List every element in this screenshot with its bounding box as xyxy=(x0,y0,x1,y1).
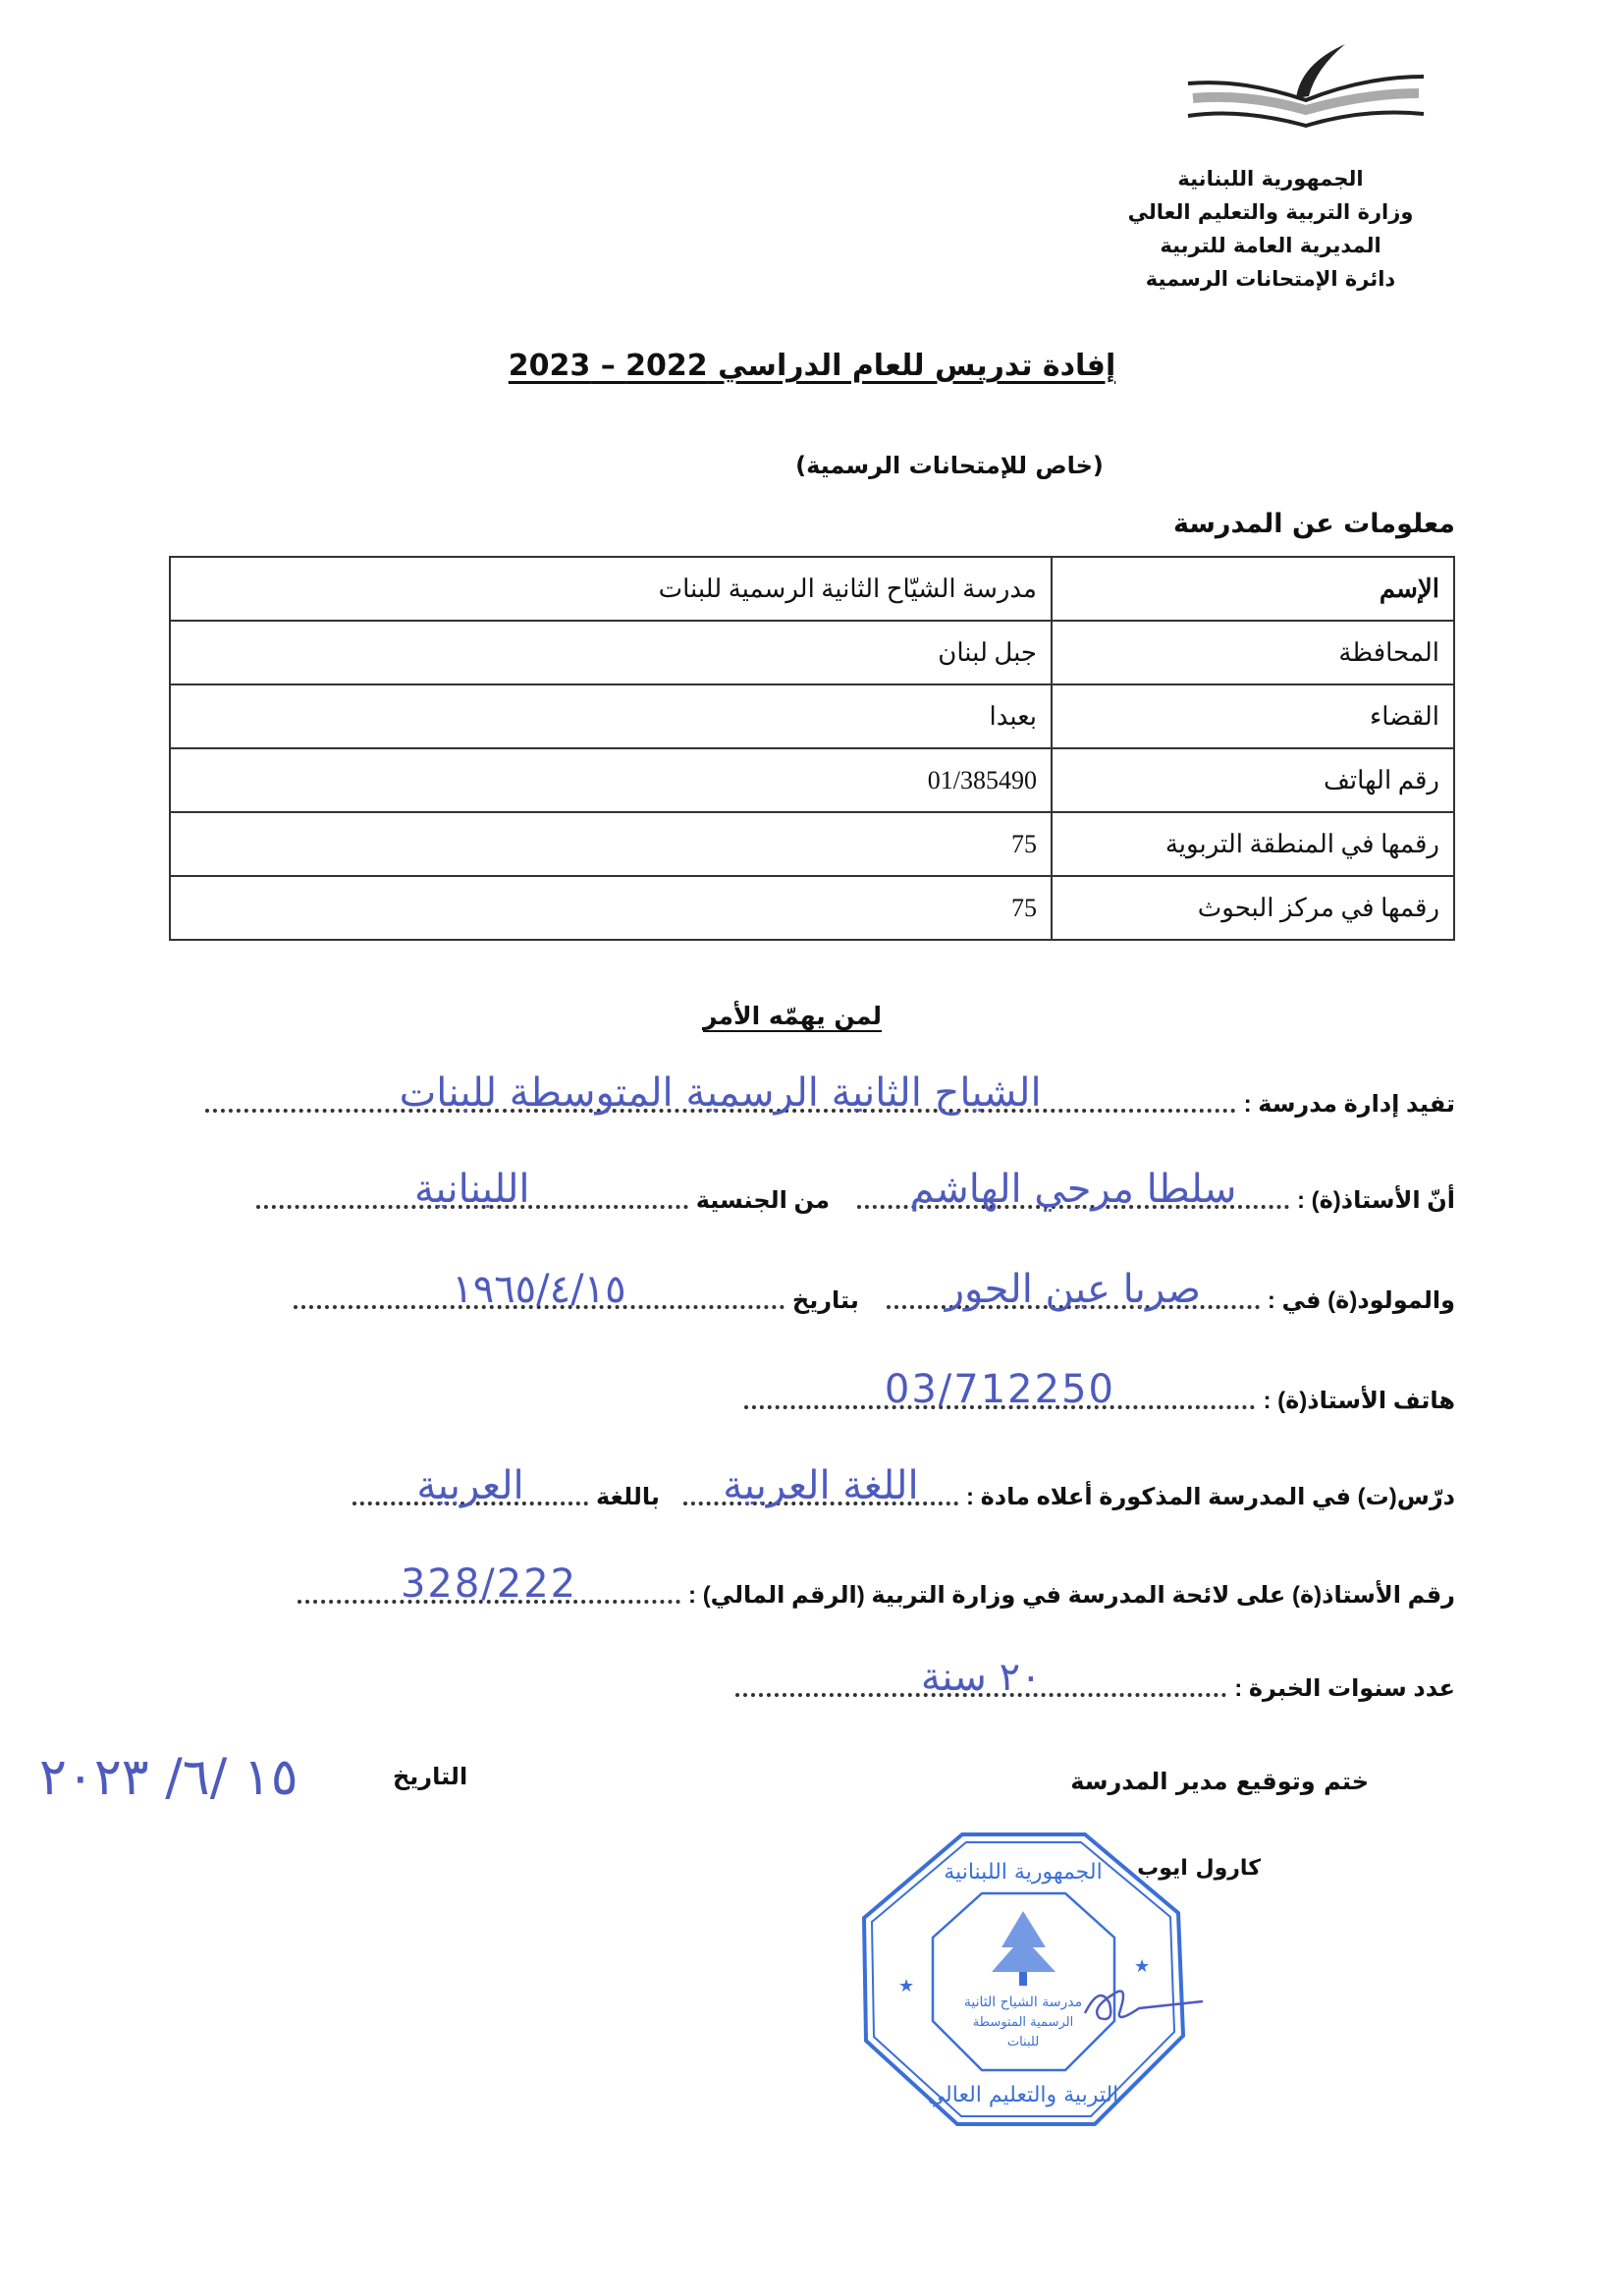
subject-line xyxy=(352,1463,1455,1511)
birthplace-label: والمولود(ة) في : xyxy=(1267,1287,1455,1314)
header-line: الجمهورية اللبنانية xyxy=(1177,167,1364,191)
financial-number-field[interactable] xyxy=(298,1561,680,1607)
principal-name: كارول ايوب xyxy=(1137,1856,1261,1881)
school-field[interactable] xyxy=(205,1070,1236,1116)
birth-line xyxy=(294,1267,1455,1315)
school-handwritten: الشياح الثانية الرسمية المتوسطة للبنات xyxy=(399,1070,1042,1116)
row-label: المحافظة xyxy=(1052,621,1454,684)
language-handwritten: العربية xyxy=(416,1463,524,1508)
header-line: المديرية العامة للتربية xyxy=(1160,234,1381,257)
row-value: بعبدا xyxy=(170,684,1052,748)
birthplace-field[interactable] xyxy=(887,1267,1260,1312)
financial-number-handwritten: 328/222 xyxy=(400,1561,578,1607)
school-line xyxy=(205,1070,1455,1119)
svg-text:★: ★ xyxy=(1134,1956,1151,1977)
phone-field[interactable] xyxy=(744,1367,1255,1412)
teacher-label: أنّ الأستاذ(ة) : xyxy=(1296,1187,1455,1214)
svg-text:★: ★ xyxy=(898,1976,915,1996)
row-label: رقمها في مركز البحوث xyxy=(1052,876,1454,940)
phone-handwritten: 03/712250 xyxy=(884,1367,1115,1412)
table-row xyxy=(170,748,1454,812)
subject-label: درّس(ت) في المدرسة المذكورة أعلاه مادة : xyxy=(965,1484,1455,1510)
date-label: التاريخ xyxy=(393,1763,468,1790)
principal-signature-icon xyxy=(1080,1964,1208,2043)
row-value: 01/385490 xyxy=(170,748,1052,812)
nationality-label: من الجنسية xyxy=(695,1187,830,1214)
row-value: 75 xyxy=(170,876,1052,940)
document-subtitle: (خاص للإمتحانات الرسمية) xyxy=(795,452,1104,479)
stamp-signature-label: ختم وتوقيع مدير المدرسة xyxy=(1070,1768,1369,1795)
row-label: الإسم xyxy=(1052,557,1454,621)
svg-text:مدرسة الشياح الثانية: مدرسة الشياح الثانية xyxy=(963,1995,1083,2010)
header-line: وزارة التربية والتعليم العالي xyxy=(1127,200,1414,224)
svg-text:التربية والتعليم العالي: التربية والتعليم العالي xyxy=(927,2083,1119,2107)
experience-line xyxy=(735,1655,1455,1703)
birthdate-handwritten: ١٩٦٥/٤/١٥ xyxy=(452,1267,626,1312)
row-label: رقم الهاتف xyxy=(1052,748,1454,812)
experience-label: عدد سنوات الخبرة : xyxy=(1234,1675,1455,1702)
row-label: رقمها في المنطقة التربوية xyxy=(1052,812,1454,876)
language-field[interactable] xyxy=(352,1463,588,1508)
row-value: مدرسة الشيّاح الثانية الرسمية للبنات xyxy=(170,557,1052,621)
subject-handwritten: اللغة العربية xyxy=(723,1463,919,1508)
table-row xyxy=(170,684,1454,748)
row-value: 75 xyxy=(170,812,1052,876)
table-row xyxy=(170,812,1454,876)
nationality-field[interactable] xyxy=(256,1167,688,1212)
table-row xyxy=(170,621,1454,684)
date-handwritten: ١٥ /٦/ ٢٠٢٣ xyxy=(39,1748,298,1807)
svg-text:الرسمية المتوسطة: الرسمية المتوسطة xyxy=(972,2015,1074,2030)
teacher-line xyxy=(256,1167,1455,1215)
school-info-table xyxy=(169,556,1455,941)
svg-text:للبنات: للبنات xyxy=(1006,2035,1040,2050)
to-whom-heading: لمن يهمّه الأمر xyxy=(702,1002,883,1030)
teacher-handwritten: سلطا مرجي الهاشم xyxy=(909,1167,1237,1212)
row-label: القضاء xyxy=(1052,684,1454,748)
header-line: دائرة الإمتحانات الرسمية xyxy=(1145,267,1396,291)
row-value: جبل لبنان xyxy=(170,621,1052,684)
section-heading: معلومات عن المدرسة xyxy=(1173,509,1455,539)
svg-text:الجمهورية اللبنانية: الجمهورية اللبنانية xyxy=(944,1860,1103,1885)
teacher-field[interactable] xyxy=(857,1167,1289,1212)
phone-line xyxy=(744,1367,1455,1415)
experience-handwritten: ٢٠ سنة xyxy=(920,1655,1042,1700)
birthdate-label: بتاريخ xyxy=(791,1287,859,1314)
birthdate-field[interactable] xyxy=(294,1267,785,1312)
nationality-handwritten: اللبنانية xyxy=(413,1167,530,1212)
document-title: إفادة تدريس للعام الدراسي 2022 – 2023 xyxy=(508,349,1116,383)
birthplace-handwritten: صربا عين الحور xyxy=(945,1267,1201,1312)
financial-number-label: رقم الأستاذ(ة) على لائحة المدرسة في وزارة التربية (الرقم المالي) : xyxy=(688,1582,1455,1609)
ministry-header xyxy=(1104,162,1437,296)
ministry-logo-icon xyxy=(1183,39,1429,128)
financial-number-line xyxy=(298,1561,1455,1610)
experience-field[interactable] xyxy=(735,1655,1226,1700)
table-row xyxy=(170,557,1454,621)
phone-label: هاتف الأستاذ(ة) : xyxy=(1263,1388,1455,1414)
school-label: تفيد إدارة مدرسة : xyxy=(1243,1091,1455,1118)
table-row xyxy=(170,876,1454,940)
subject-field[interactable] xyxy=(683,1463,958,1508)
language-label: باللغة xyxy=(596,1484,660,1510)
